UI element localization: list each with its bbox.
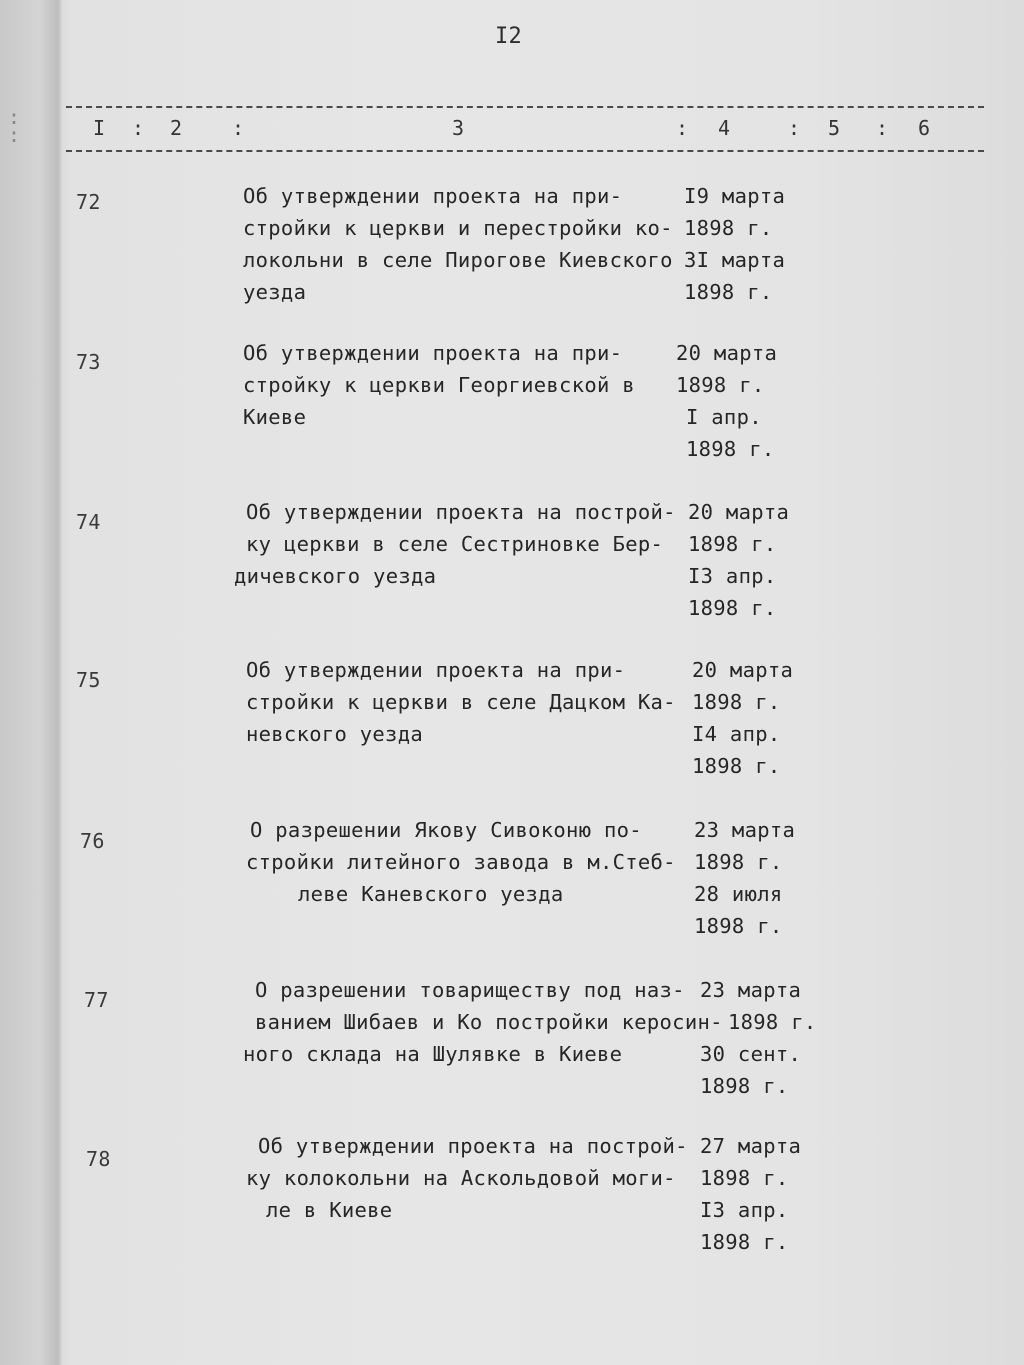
bleed-through-marks xyxy=(820,340,1020,440)
row-description xyxy=(243,337,635,433)
row-number: 77 xyxy=(84,988,109,1012)
desc-line: ванием Шибаев и Ко постройки керосин- xyxy=(255,1010,723,1034)
date-line: 1898 г. xyxy=(676,373,765,397)
header-col-4: 4 xyxy=(718,116,731,140)
row-number: 74 xyxy=(76,510,101,534)
date-line: 1898 г. xyxy=(694,850,783,874)
date-line: 1898 г. xyxy=(684,216,773,240)
date-line: 20 марта xyxy=(688,500,790,524)
desc-line: дичевского уезда xyxy=(234,564,437,588)
row-description xyxy=(243,180,673,308)
row-description xyxy=(234,496,676,592)
date-line: 1898 г. xyxy=(700,1166,789,1190)
row-dates xyxy=(684,180,785,308)
header-separator: : xyxy=(876,116,889,140)
desc-line: стройки к церкви и перестройки ко- xyxy=(243,216,673,240)
date-line: 1898 г. xyxy=(692,754,781,778)
binding-edge xyxy=(0,0,62,1365)
date-line: 23 марта xyxy=(700,978,802,1002)
header-col-3: 3 xyxy=(452,116,465,140)
desc-line: ного склада на Шулявке в Киеве xyxy=(243,1042,623,1066)
desc-line: О разрешении товариществу под наз- xyxy=(255,978,685,1002)
desc-line: Об утверждении проекта на построй- xyxy=(246,500,676,524)
row-dates xyxy=(676,337,777,465)
date-line: 1898 г. xyxy=(688,532,777,556)
desc-line: невского уезда xyxy=(246,722,423,746)
row-dates xyxy=(688,496,789,624)
desc-line: ку колокольни на Аскольдовой моги- xyxy=(246,1166,676,1190)
header-separator: : xyxy=(232,116,245,140)
date-line: I9 марта xyxy=(684,184,786,208)
row-description xyxy=(246,1130,688,1226)
desc-line: Об утверждении проекта на построй- xyxy=(258,1134,688,1158)
desc-line: ку церкви в селе Сестриновке Бер- xyxy=(246,532,664,556)
date-line: 20 марта xyxy=(692,658,794,682)
date-line: 1898 г. xyxy=(692,690,781,714)
desc-line: стройки литейного завода в м.Стеб- xyxy=(246,850,676,874)
date-line: 27 марта xyxy=(700,1134,802,1158)
desc-line: леве Каневского уезда xyxy=(298,882,564,906)
desc-line: ле в Киеве xyxy=(266,1198,393,1222)
date-line: 1898 г. xyxy=(700,1230,789,1254)
date-line: I3 апр. xyxy=(688,564,777,588)
header-separator: : xyxy=(788,116,801,140)
date-line: 1898 г. xyxy=(700,1074,789,1098)
date-line: 30 сент. xyxy=(700,1042,802,1066)
row-number: 75 xyxy=(76,668,101,692)
row-number: 76 xyxy=(80,829,105,853)
row-dates xyxy=(692,654,793,782)
header-col-5: 5 xyxy=(828,116,841,140)
row-dates xyxy=(700,1130,801,1258)
desc-line: Об утверждении проекта на при- xyxy=(246,658,626,682)
date-line: 1898 г. xyxy=(684,280,773,304)
row-number: 73 xyxy=(76,350,101,374)
date-line: 20 марта xyxy=(676,341,778,365)
date-line: I апр. xyxy=(686,405,762,429)
date-line: I4 апр. xyxy=(692,722,781,746)
header-col-6: 6 xyxy=(918,116,931,140)
row-dates xyxy=(694,814,795,942)
desc-line: Киеве xyxy=(243,405,307,429)
desc-line: О разрешении Якову Сивоконю по- xyxy=(250,818,642,842)
row-dates xyxy=(700,974,817,1102)
date-line: 1898 г. xyxy=(686,437,775,461)
row-description xyxy=(246,654,676,750)
date-line: 3I марта xyxy=(684,248,786,272)
date-line: 1898 г. xyxy=(694,914,783,938)
desc-line: локольни в селе Пирогове Киевского xyxy=(243,248,673,272)
date-line: 1898 г. xyxy=(688,596,777,620)
row-number: 72 xyxy=(76,190,101,214)
desc-line: Об утверждении проекта на при- xyxy=(243,184,623,208)
date-line: 28 июля xyxy=(694,882,783,906)
row-number: 78 xyxy=(86,1147,111,1171)
header-separator: : xyxy=(676,116,689,140)
header-rule-bottom xyxy=(66,150,984,152)
header-col-1: I xyxy=(93,116,106,140)
date-line: I3 апр. xyxy=(700,1198,789,1222)
page-number: I2 xyxy=(495,24,523,49)
row-description xyxy=(246,814,676,910)
header-separator: : xyxy=(132,116,145,140)
desc-line: Об утверждении проекта на при- xyxy=(243,341,623,365)
binding-marks: : : xyxy=(8,105,21,147)
date-line: 1898 г. xyxy=(728,1010,817,1034)
header-rule-top xyxy=(66,106,984,108)
header-col-2: 2 xyxy=(170,116,183,140)
desc-line: стройку к церкви Георгиевской в xyxy=(243,373,635,397)
row-description xyxy=(243,974,723,1070)
desc-line: уезда xyxy=(243,280,307,304)
desc-line: стройки к церкви в селе Дацком Ка- xyxy=(246,690,676,714)
date-line: 23 марта xyxy=(694,818,796,842)
